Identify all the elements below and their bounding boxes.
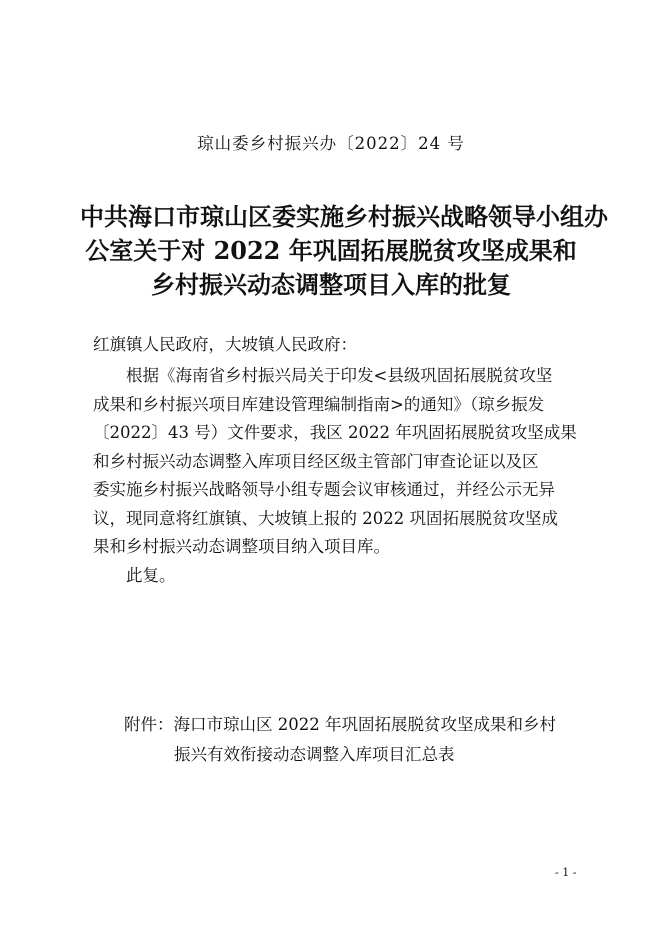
body-line: 根据《海南省乡村振兴局关于印发<县级巩固拓展脱贫攻坚 [126,366,553,385]
body-line: 委实施乡村振兴战略领导小组专题会议审核通过，并经公示无异 [93,480,555,499]
title-line: 乡村振兴动态调整项目入库的批复 [151,270,511,299]
attachment-line: 附件：海口市琼山区 2022 年巩固拓展脱贫攻坚成果和乡村 [124,715,556,734]
page-number: - 1 - [555,866,577,879]
body-paragraph [93,362,583,590]
document-number: 琼山委乡村振兴办〔2022〕24 号 [197,134,465,153]
title-line: 中共海口市琼山区委实施乡村振兴战略领导小组办 [80,202,608,231]
document-title [80,200,608,302]
recipient-line: 红旗镇人民政府，大坡镇人民政府： [93,335,357,354]
body-line: 〔2022〕43 号）文件要求，我区 2022 年巩固拓展脱贫攻坚成果 [93,423,577,442]
attachment-note [124,710,586,770]
body-line: 成果和乡村振兴项目库建设管理编制指南>的通知》（琼乡振发 [93,394,545,414]
body-line: 和乡村振兴动态调整入库项目经区级主管部门审查论证以及区 [93,451,539,471]
attachment-line: 振兴有效衔接动态调整入库项目汇总表 [174,745,455,764]
closing-line: 此复。 [126,565,176,585]
title-line: 公室关于对 2022 年巩固拓展脱贫攻坚成果和 [85,236,577,265]
body-line: 果和乡村振兴动态调整项目纳入项目库。 [93,537,390,556]
body-line: 议，现同意将红旗镇、大坡镇上报的 2022 巩固拓展脱贫攻坚成 [93,508,558,528]
